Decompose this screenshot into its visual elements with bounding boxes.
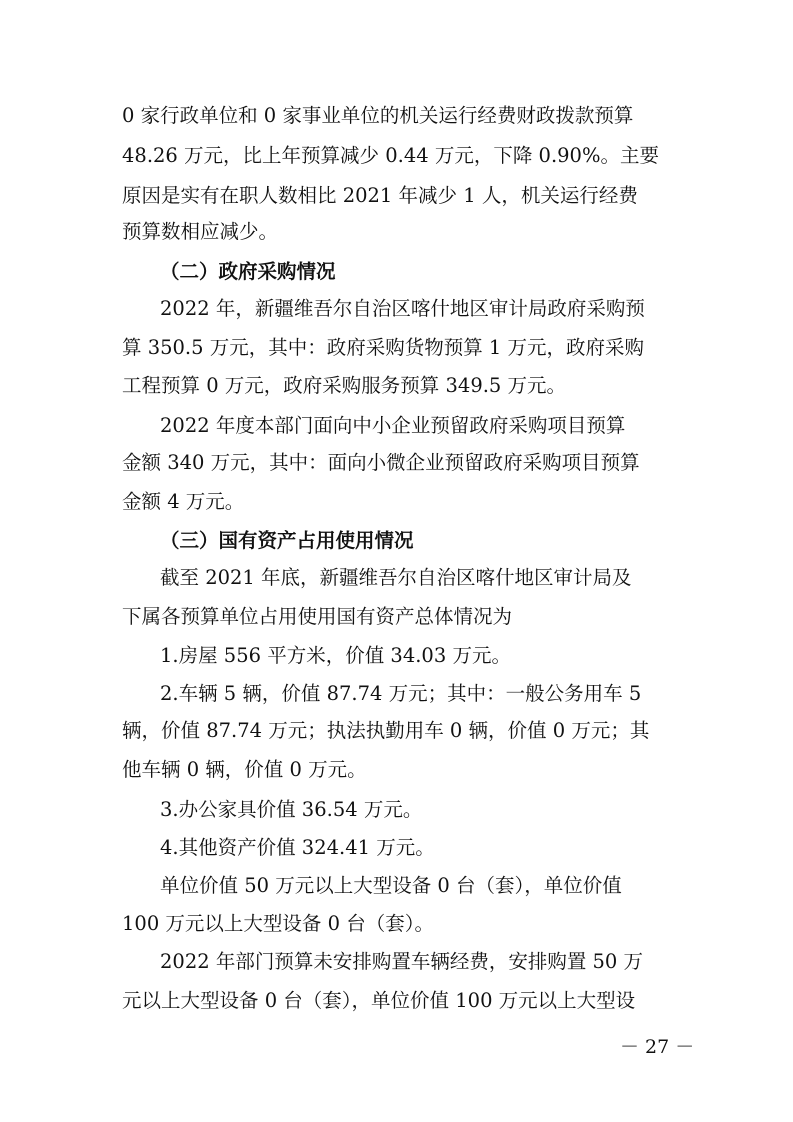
body-text-line: 他车辆 0 辆，价值 0 万元。 (122, 758, 367, 781)
section-heading: （三）国有资产占用使用情况 (160, 529, 414, 552)
list-item: 1.房屋 556 平方米，价值 34.03 万元。 (160, 644, 511, 667)
list-item: 3.办公家具价值 36.54 万元。 (160, 798, 423, 821)
body-text-line: 工程预算 0 万元，政府采购服务预算 349.5 万元。 (122, 374, 567, 397)
body-text-line: 2022 年，新疆维吾尔自治区喀什地区审计局政府采购预 (160, 297, 645, 320)
body-text-line: 元以上大型设备 0 台（套），单位价值 100 万元以上大型设 (122, 989, 636, 1012)
body-text-line: 100 万元以上大型设备 0 台（套）。 (122, 912, 434, 935)
body-text-line: 预算数相应减少。 (122, 220, 279, 243)
body-text-line: 算 350.5 万元，其中：政府采购货物预算 1 万元，政府采购 (122, 336, 645, 359)
body-text-line: 单位价值 50 万元以上大型设备 0 台（套），单位价值 (160, 874, 622, 897)
body-text-line: 金额 4 万元。 (122, 490, 245, 513)
body-text-line: 截至 2021 年底，新疆维吾尔自治区喀什地区审计局及 (160, 566, 632, 589)
list-item: 2.车辆 5 辆，价值 87.74 万元；其中：一般公务用车 5 (160, 682, 642, 705)
body-text-line: 下属各预算单位占用使用国有资产总体情况为 (122, 605, 513, 628)
body-text-line: 48.26 万元，比上年预算减少 0.44 万元，下降 0.90%。主要 (122, 144, 659, 167)
list-item: 4.其他资产价值 324.41 万元。 (160, 836, 435, 859)
page-number: － 27 － (620, 1036, 695, 1058)
body-text-line: 原因是实有在职人数相比 2021 年减少 1 人，机关运行经费 (122, 184, 638, 207)
body-text-line: 辆，价值 87.74 万元；执法执勤用车 0 辆，价值 0 万元；其 (122, 719, 650, 742)
body-text-line: 0 家行政单位和 0 家事业单位的机关运行经费财政拨款预算 (122, 104, 634, 127)
body-text-line: 金额 340 万元，其中：面向小微企业预留政府采购项目预算 (122, 451, 640, 474)
section-heading: （二）政府采购情况 (160, 260, 336, 283)
body-text-line: 2022 年度本部门面向中小企业预留政府采购项目预算 (160, 414, 626, 437)
body-text-line: 2022 年部门预算未安排购置车辆经费，安排购置 50 万 (160, 950, 644, 973)
